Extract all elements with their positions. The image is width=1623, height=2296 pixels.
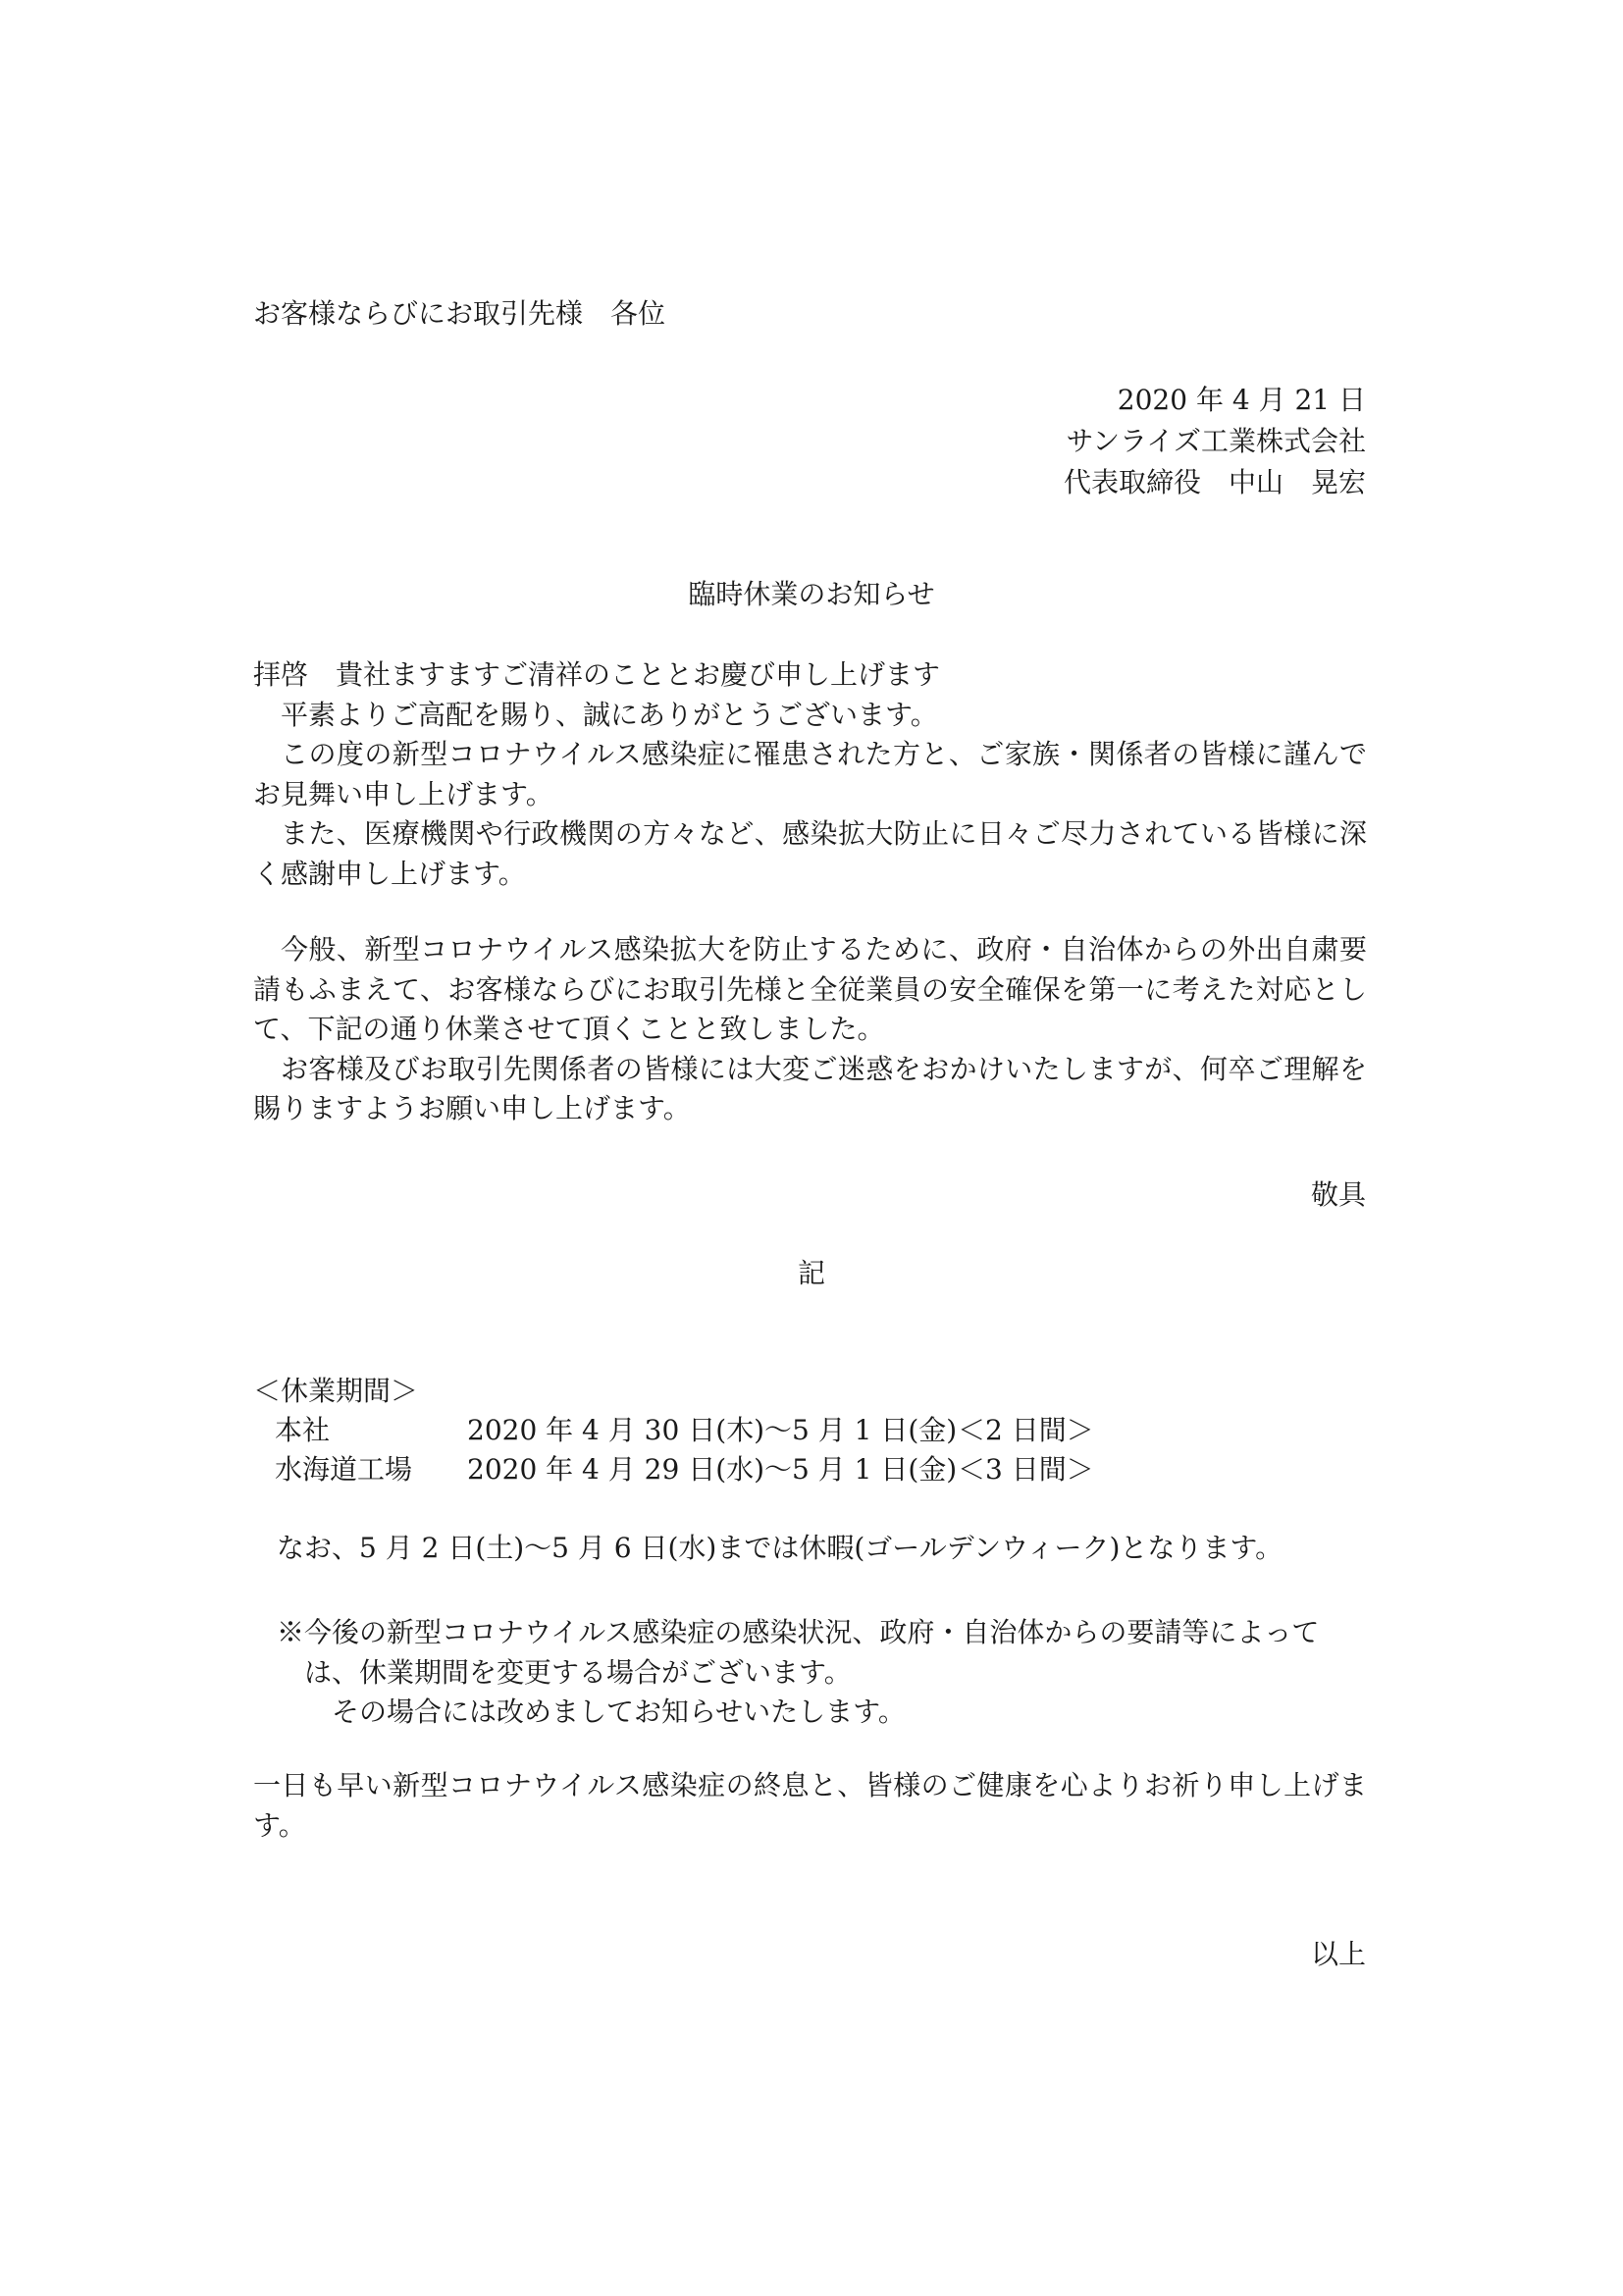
holiday-note: なお、5 月 2 日(土)～5 月 6 日(水)までは休暇(ゴールデンウィーク)となります。 — [277, 1532, 1283, 1564]
greeting-paragraph: また、医療機関や行政機関の方々など、感染拡大防止に日々ご尽力されている皆様に深く感謝申し上げます。 — [253, 817, 1367, 890]
period-days: ＜2 日間＞ — [958, 1414, 1094, 1446]
period-days: ＜3 日間＞ — [958, 1453, 1094, 1486]
period-dates: 2020 年 4 月 30 日(木)～5 月 1 日(金) — [467, 1414, 958, 1446]
closing-keigu: 敬具 — [1310, 1178, 1366, 1211]
body-paragraph: お客様及びお取引先関係者の皆様には大変ご迷惑をおかけいたしますが、何卒ご理解を賜りますようお願い申し上げます。 — [253, 1052, 1367, 1125]
ki-heading: 記 — [797, 1257, 825, 1289]
body-section — [253, 930, 1367, 1129]
wish-section — [253, 1766, 1367, 1846]
representative-name: 代表取締役 中山 晃宏 — [1063, 466, 1366, 498]
company-name: サンライズ工業株式会社 — [1066, 425, 1366, 457]
closing-ijou: 以上 — [1310, 1938, 1366, 1970]
wish-paragraph: 一日も早い新型コロナウイルス感染症の終息と、皆様のご健康を心よりお祈り申し上げます。 — [253, 1769, 1367, 1842]
period-dates: 2020 年 4 月 29 日(水)～5 月 1 日(金) — [467, 1453, 958, 1486]
greeting-paragraph: この度の新型コロナウイルス感染症に罹患された方と、ご家族・関係者の皆様に謹んでお見舞い申し上げます。 — [253, 738, 1367, 810]
notice-section — [277, 1613, 1369, 1733]
greeting-paragraph: 平素よりご高配を賜り、誠にありがとうございます。 — [281, 698, 938, 731]
period-row-factory — [275, 1450, 1094, 1490]
period-place: 本社 — [275, 1414, 331, 1446]
greeting-section — [253, 655, 1367, 895]
body-paragraph: 今般、新型コロナウイルス感染拡大を防止するために、政府・自治体からの外出自粛要請もふまえて、お客様ならびにお取引先様と全従業員の安全確保を第一に考えた対応として、下記の通り休業させて頂くことと致しました。 — [253, 933, 1367, 1046]
period-place: 水海道工場 — [275, 1453, 413, 1486]
period-row-headoffice — [275, 1411, 1094, 1451]
period-heading: ＜休業期間＞ — [253, 1375, 419, 1407]
notice-line: その場合には改めましてお知らせいたします。 — [332, 1696, 906, 1729]
notice-line: ※今後の新型コロナウイルス感染症の感染状況、政府・自治体からの要請等によっては、休業期間を変更する場合がございます。 — [277, 1616, 1320, 1689]
greeting-opening: 拝啓 貴社ますますご清祥のこととお慶び申し上げます — [253, 658, 941, 691]
addressee: お客様ならびにお取引先様 各位 — [253, 297, 666, 330]
page-title: 臨時休業のお知らせ — [688, 578, 935, 610]
issue-date: 2020 年 4 月 21 日 — [1117, 384, 1366, 416]
